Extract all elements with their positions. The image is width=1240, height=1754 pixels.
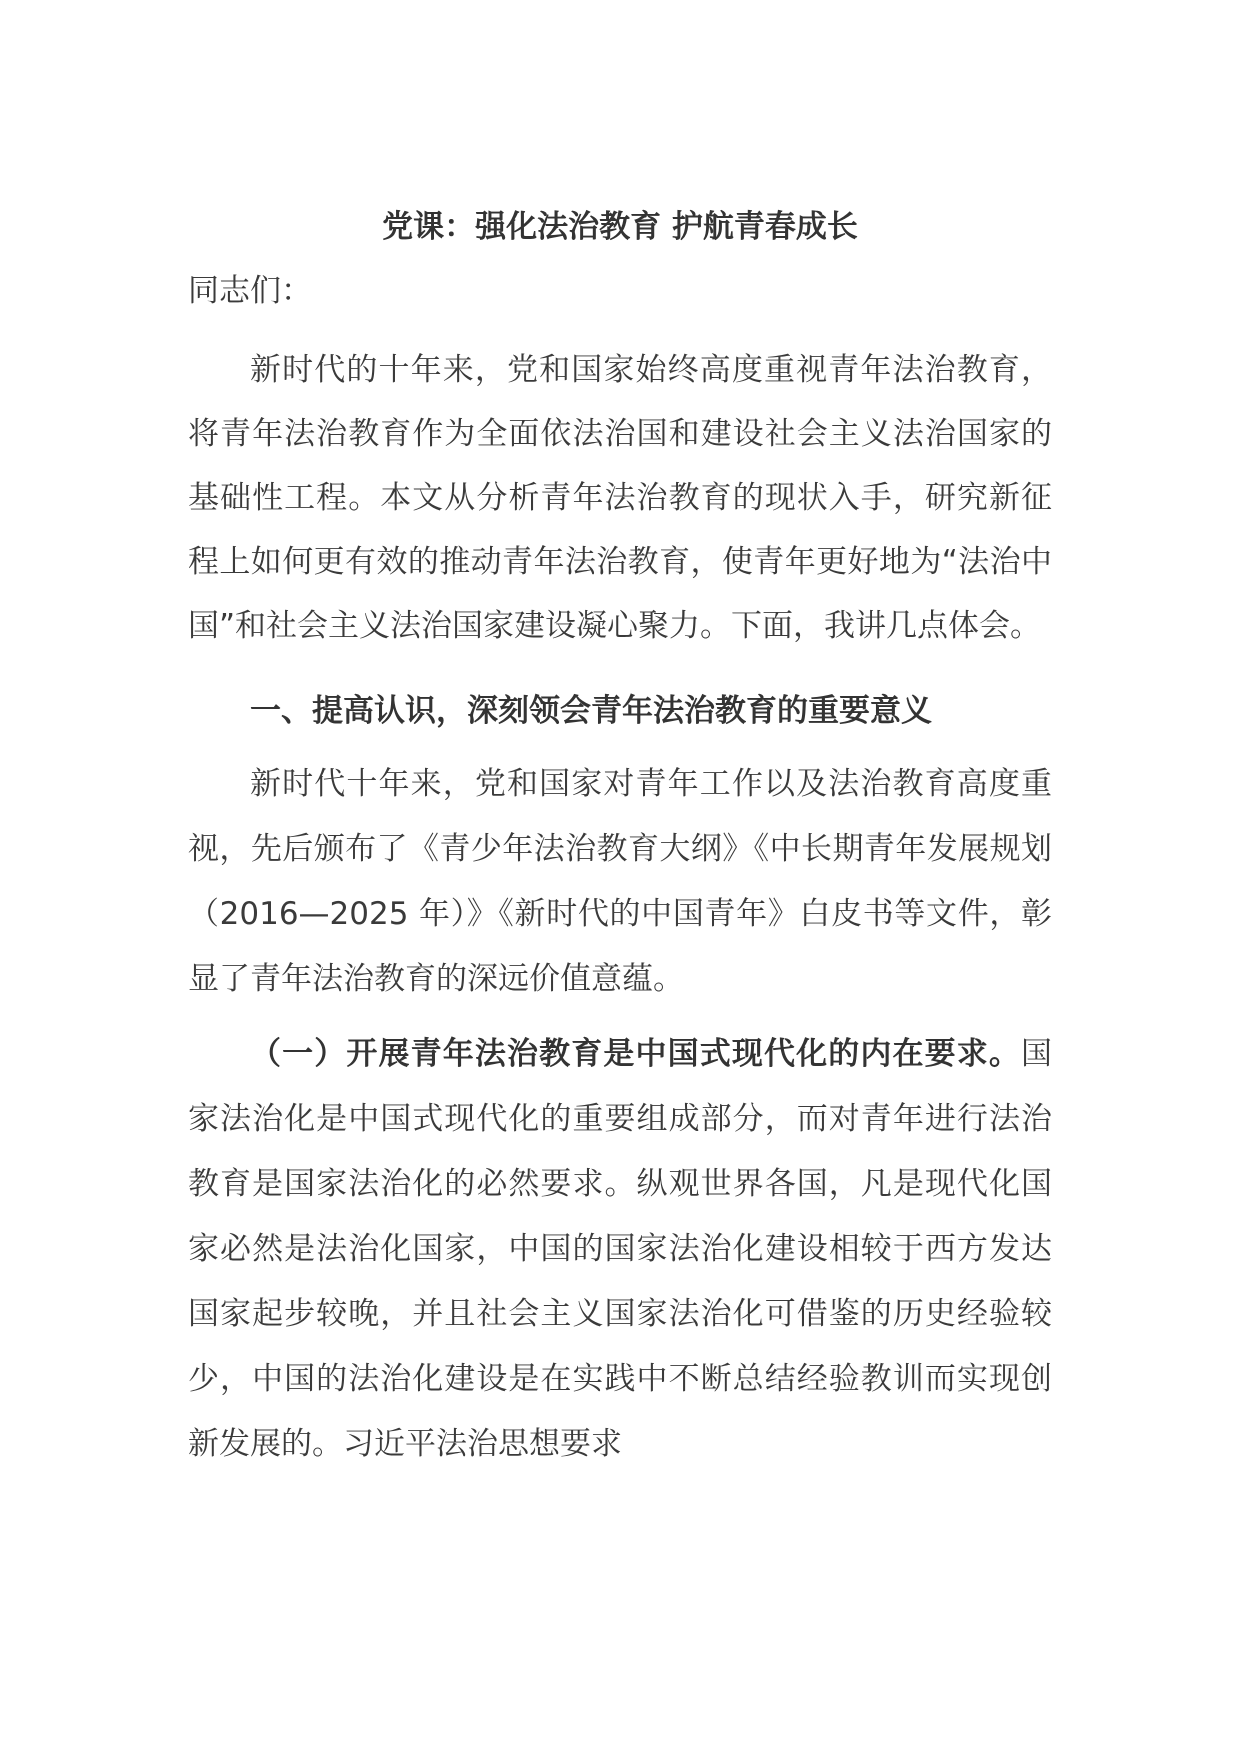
section-heading-1: 一、提高认识，深刻领会青年法治教育的重要意义 [250,693,932,729]
document-body [188,204,1052,1477]
greeting-text: 同志们： [188,273,312,309]
section-1-paragraph: 新时代十年来，党和国家对青年工作以及法治教育高度重视，先后颁布了《青少年法治教育大纲》《中长期青年发展规划（2016—2025 年）》《新时代的中国青年》白皮书等文件，彰显了青年法治教育的深远价值意蕴。 [188,766,1052,997]
paragraph-spacer [188,658,1052,674]
subsection-1-text: 国家法治化是中国式现代化的重要组成部分，而对青年进行法治教育是国家法治化的必然要求。纵观世界各国，凡是现代化国家必然是法治化国家，中国的国家法治化建设相较于西方发达国家起步较晚，并且社会主义国家法治化可借鉴的历史经验较少，中国的法治化建设是在实践中不断总结经验教训而实现创新发展的。习近平法治思想要求 [188,1036,1052,1462]
intro-paragraph: 新时代的十年来，党和国家始终高度重视青年法治教育，将青年法治教育作为全面依法治国和建设社会主义法治国家的基础性工程。本文从分析青年法治教育的现状入手，研究新征程上如何更有效的推动青年法治教育，使青年更好地为“法治中国”和社会主义法治国家建设凝心聚力。下面，我讲几点体会。 [188,352,1052,644]
document-title: 党课：强化法治教育 护航青春成长 [382,209,858,245]
subsection-1-paragraph [188,1022,1052,1477]
subsection-heading-1: （一）开展青年法治教育是中国式现代化的内在要求。 [250,1036,1021,1072]
